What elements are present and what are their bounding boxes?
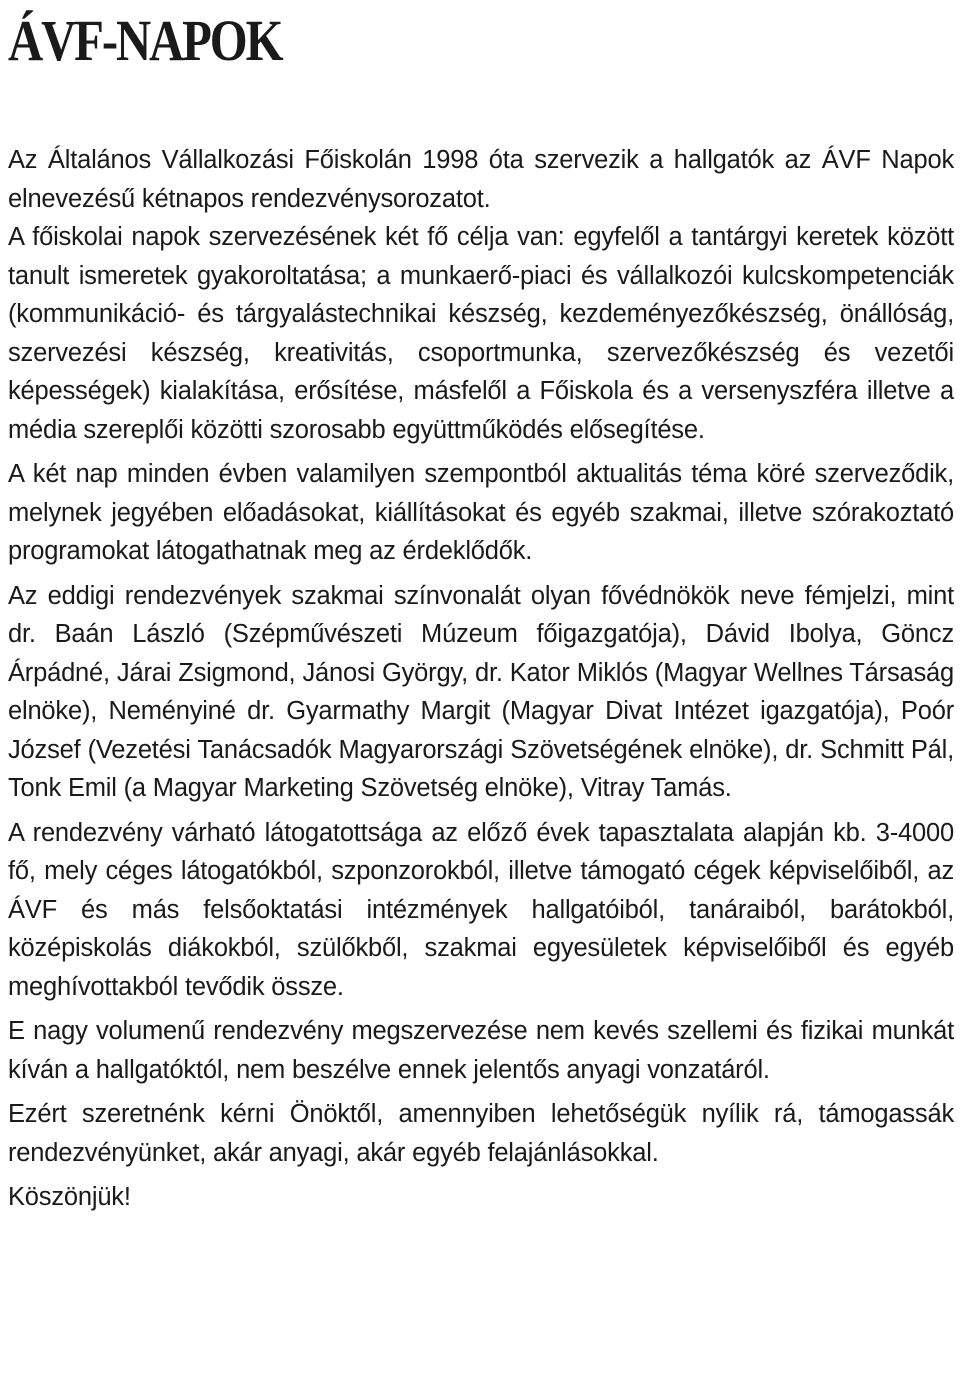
- document-body: [8, 141, 954, 1223]
- paragraph-request: Ezért szeretnénk kérni Önöktől, amennyiben lehetőségük nyílik rá, támogassák rendezvényünket, akár anyagi, akár egyéb felajánlásokkal.: [8, 1100, 954, 1167]
- paragraph-intro: Az Általános Vállalkozási Főiskolán 1998 óta szervezik a hallgatók az ÁVF Napok elnevezésű kétnapos rendezvénysorozatot.: [8, 146, 954, 213]
- paragraph-thanks: Köszönjük!: [8, 1183, 131, 1211]
- paragraph-goals: A főiskolai napok szervezésének két fő célja van: egyfelől a tantárgyi keretek között tanult ismeretek gyakoroltatása; a munkaerő-piaci és vállalkozói kulcskompetenciák (kommunikáció- és tárgyalástechnikai készség, kezdeményezőkészség, önállóság, szervezési készség, kreativitás, csoportmunka, szervezőkészség és vezetői képességek) kialakítása, erősítése, másfelől a Főiskola és a versenyszféra illetve a média szereplői közötti szorosabb együttműködés elősegítése.: [8, 223, 954, 444]
- paragraph-attendance: A rendezvény várható látogatottsága az előző évek tapasztalata alapján kb. 3-4000 fő, mely céges látogatókból, szponzorokból, illetve támogató cégek képviselőiből, az ÁVF és más felsőoktatási intézmények hallgatóiból, tanáraiból, barátokból, középiskolás diákokból, szülőkből, szakmai egyesületek képviselőiből és egyéb meghívottakból tevődik össze.: [8, 818, 954, 1001]
- paragraph-effort: E nagy volumenű rendezvény megszervezése nem kevés szellemi és fizikai munkát kíván a hallgatóktól, nem beszélve ennek jelentős anyagi vonzatáról.: [8, 1017, 954, 1084]
- paragraph-program: A két nap minden évben valamilyen szempontból aktualitás téma köré szerveződik, melynek jegyében előadásokat, kiállításokat és egyéb szakmai, illetve szórakoztató programokat látogathatnak meg az érdeklődők.: [8, 460, 954, 565]
- paragraph-patrons: Az eddigi rendezvények szakmai színvonalát olyan fővédnökök neve fémjelzi, mint dr. Baán László (Szépművészeti Múzeum főigazgatója), Dávid Ibolya, Göncz Árpádné, Járai Zsigmond, Jánosi György, dr. Kator Miklós (Magyar Wellnes Társaság elnöke), Neményiné dr. Gyarmathy Margit (Magyar Divat Intézet igazgatója), Poór József (Vezetési Tanácsadók Magyarországi Szövetségének elnöke), dr. Schmitt Pál, Tonk Emil (a Magyar Marketing Szövetség elnöke), Vitray Tamás.: [8, 581, 954, 802]
- page-title: ÁVF-NAPOK: [8, 8, 282, 73]
